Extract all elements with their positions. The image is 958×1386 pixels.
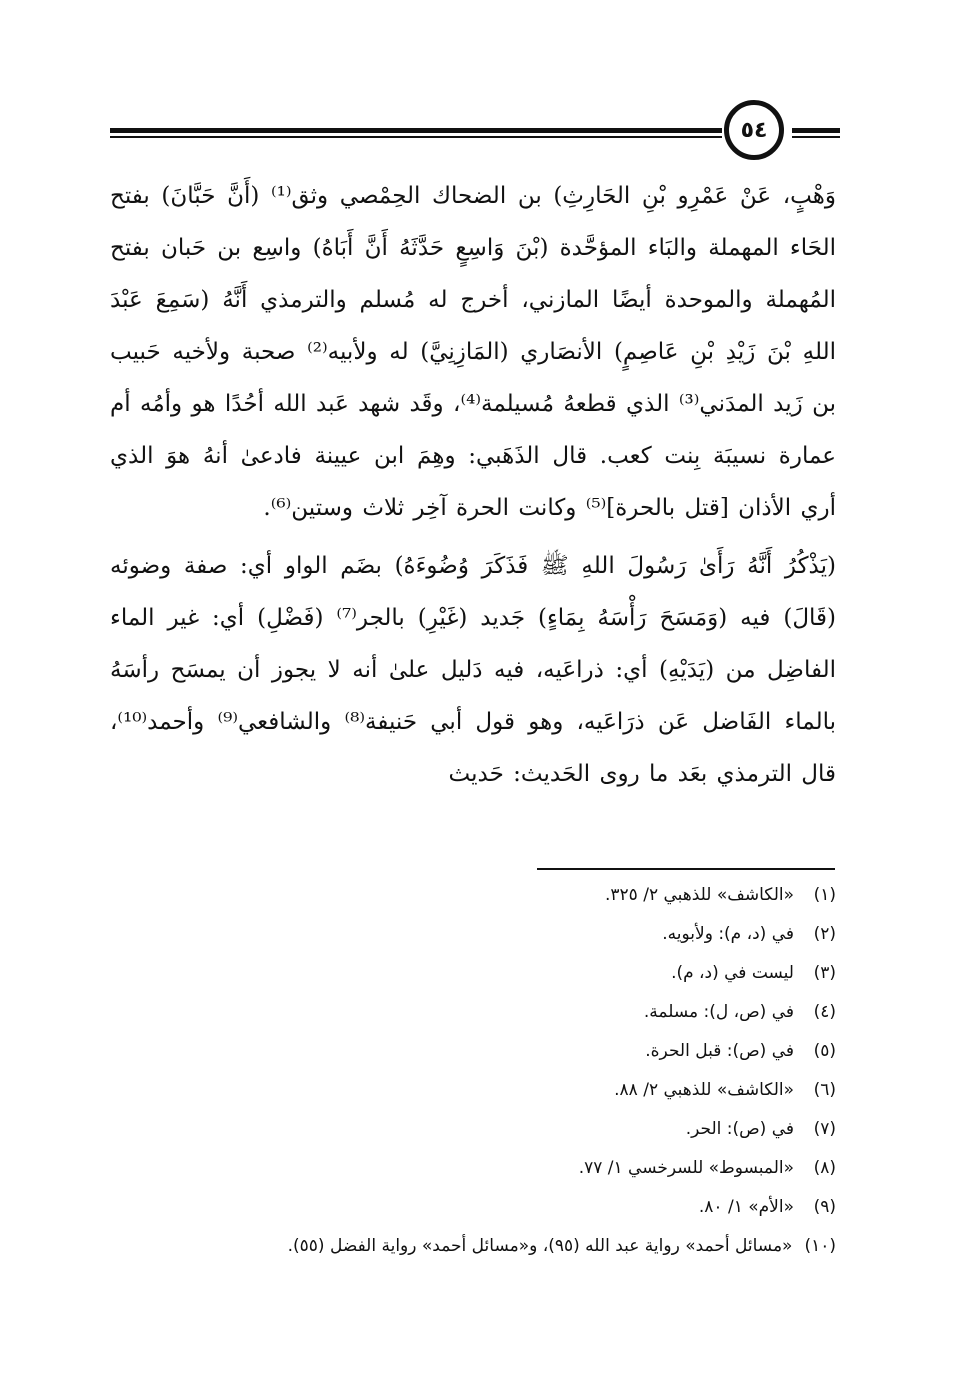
footnotes (110, 876, 836, 1266)
header-rule-right-thick (792, 128, 840, 133)
footnote-number: (٣) (813, 963, 836, 983)
footnote-number: (٨) (813, 1158, 836, 1178)
footnote-number: (١) (813, 885, 836, 905)
footnote (110, 993, 836, 1032)
footnote (110, 876, 836, 915)
footnote-text: في (ص، ل): مسلمة. (643, 1002, 794, 1022)
page-number: ٥٤ (724, 100, 784, 160)
paragraph-1: وَهْبٍ، عَنْ عَمْرِو بْنِ الحَارِثِ) بن الضحاك الحِمْصي وثق⁽¹⁾ (أَنَّ حَبَّانَ) بفتح الحَاء المهملة والبَاء المؤحَّدة (بْنَ وَاسِعٍ حَدَّثَهُ أَنَّ أَبَاهُ) واسِع بن حَبان بفتح المُهملة والموحدة أيضًا المازني، أخرج له مُسلم والترمذي أَنَّهُ (سَمِعَ عَبْدَ اللهِ بْنَ زَيْدِ بْنِ عَاصِمٍ) الأنصَاري (المَازِنِيَّ) له ولأبيه⁽²⁾ صحبة ولأخيه حَبيب بن زَيد المدَني⁽³⁾ الذي قطعهُ مُسيلمة⁽⁴⁾، وقَد شهد عَبد الله أحُدًا هو وأمُه أم عمارة نسيبَة بِنت كعب. قال الذَهَبي: وهِمَ ابن عيينة فادعىٰ أنهُ هوَ الذي أري الأذان [قتل بالحرة]⁽⁵⁾ وكانت الحرة آخِر ثلاث وستين⁽⁶⁾. (110, 183, 837, 521)
header-rule-thin (110, 136, 722, 138)
footnote (110, 1071, 836, 1110)
paragraph-2: (يَذْكُرُ أَنَّهُ رَأَىٰ رَسُولَ اللهِ ﷺ فَذَكَرَ وُضُوءَهُ) بضَم الواو أي: صفة وضوئه (قَالَ) فيه (وَمَسَحَ رَأْسَهُ بِمَاءٍ) جَديد (غَيْرِ) بالجر⁽⁷⁾ (فَضْلِ) أي: غير الماء الفاضِل من (يَدَيْهِ) أي: ذراعَيه، فيه دَليل علىٰ أنه لا يجوز أن يمسَح رأسَهُ بالماء الفَاضل عَن ذرَاعَيه، وهو قول أبي حَنيفة⁽⁸⁾ والشافعي⁽⁹⁾ وأحمد⁽¹⁰⁾، قال الترمذي بعَد ما روى الحَديث: حَديث (110, 553, 837, 787)
footnote-number: (٩) (813, 1197, 836, 1217)
footnote (110, 1188, 836, 1227)
footnote-separator (537, 868, 835, 870)
footnote-text: «الكاشف» للذهبي ٢/ ٨٨. (614, 1080, 794, 1100)
footnote-number: (٦) (813, 1080, 836, 1100)
footnote-number: (٢) (813, 924, 836, 944)
footnote-text: «الكاشف» للذهبي ٢/ ٣٢٥. (604, 885, 794, 905)
header-rule-right-thin (792, 136, 840, 138)
footnote-text: «المبسوط» للسرخسي ١/ ٧٧. (578, 1158, 794, 1178)
header-rule-thick (110, 128, 722, 133)
footnote-number: (٧) (813, 1119, 836, 1139)
footnote (110, 954, 836, 993)
footnote (110, 915, 836, 954)
footnote-text: ليست في (د، م). (671, 963, 794, 983)
footnote-number: (٥) (813, 1041, 836, 1061)
footnote-number: (٤) (813, 1002, 836, 1022)
footnote (110, 1227, 836, 1266)
footnote-text: «مسائل أحمد» رواية عبد الله (٩٥)، و«مسائل أحمد» رواية الفضل (٥٥). (287, 1236, 793, 1256)
footnote-number: (١٠) (804, 1236, 836, 1256)
footnote (110, 1110, 836, 1149)
footnote-text: في (ص): الحر. (685, 1119, 794, 1139)
footnote-text: في (د، م): ولأبويه. (662, 924, 794, 944)
footnote (110, 1149, 836, 1188)
footnote-text: في (ص): قبل الحرة. (645, 1041, 794, 1061)
page-header (110, 100, 840, 164)
footnote-text: «الأم» ١/ ٨٠. (698, 1197, 794, 1217)
main-text (110, 170, 836, 800)
footnote (110, 1032, 836, 1071)
